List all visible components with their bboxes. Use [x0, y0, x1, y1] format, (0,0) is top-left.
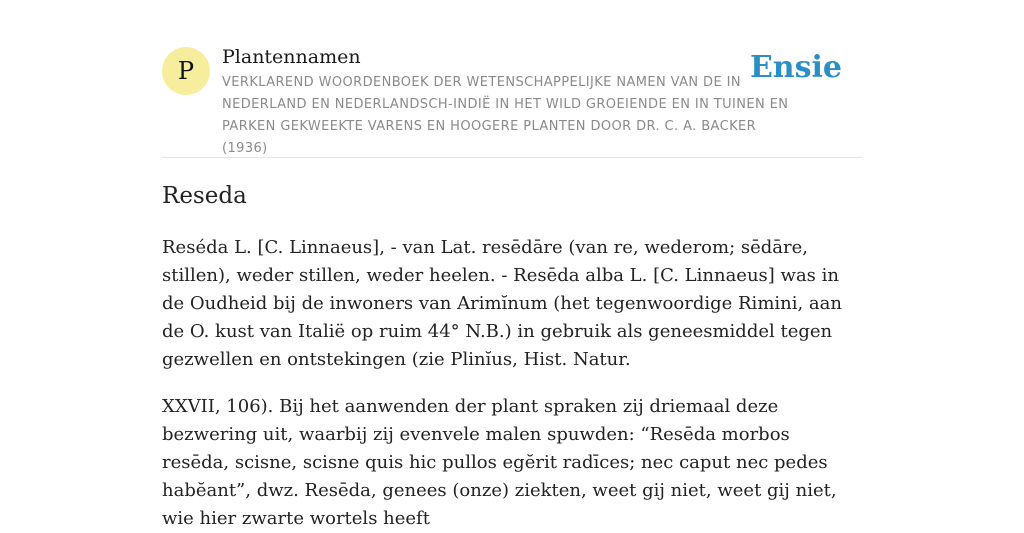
entry-paragraph: Reséda L. [C. Linnaeus], - van Lat. resēdāre (van re, wederom; sēdāre, stillen), weder stillen, weder heelen. - Resēda alba L. [C. Linnaeus] was in de Oudheid bij de inwoners van Arimĭnum (het tegenwoordige Rimini, aan de O. kust van Italië op ruim 44° N.B.) in gebruik als geneesmiddel tegen gezwellen en ontstekingen (zie Plinĭus, Hist. Natur.: [162, 237, 842, 370]
entry-content: [162, 180, 862, 533]
book-avatar[interactable]: P: [162, 47, 210, 95]
brand-logo[interactable]: Ensie: [749, 50, 842, 85]
entry-title: Reseda: [162, 183, 247, 209]
book-title[interactable]: Plantennamen: [222, 46, 361, 68]
book-header: [162, 44, 862, 158]
entry-paragraph: XXVII, 106). Bij het aanwenden der plant spraken zij driemaal deze bezwering uit, waarbij zij evenvele malen spuwden: “Resēda morbos resēda, scisne, scisne quis hic pullos egĕrit radīces; nec caput nec pedes habĕant”, dwz. Resēda, genees (onze) ziekten, weet gij niet, weet gij niet, wie hier zwarte wortels heeft: [162, 396, 837, 529]
book-subtitle: VERKLAREND WOORDENBOEK DER WETENSCHAPPELIJKE NAMEN VAN DE IN NEDERLAND EN NEDERLANDSCH-INDIË IN HET WILD GROEIENDE EN IN TUINEN EN PARKEN GEKWEEKTE VARENS EN HOOGERE PLANTEN DOOR DR. C. A. BACKER (1936): [222, 75, 789, 156]
